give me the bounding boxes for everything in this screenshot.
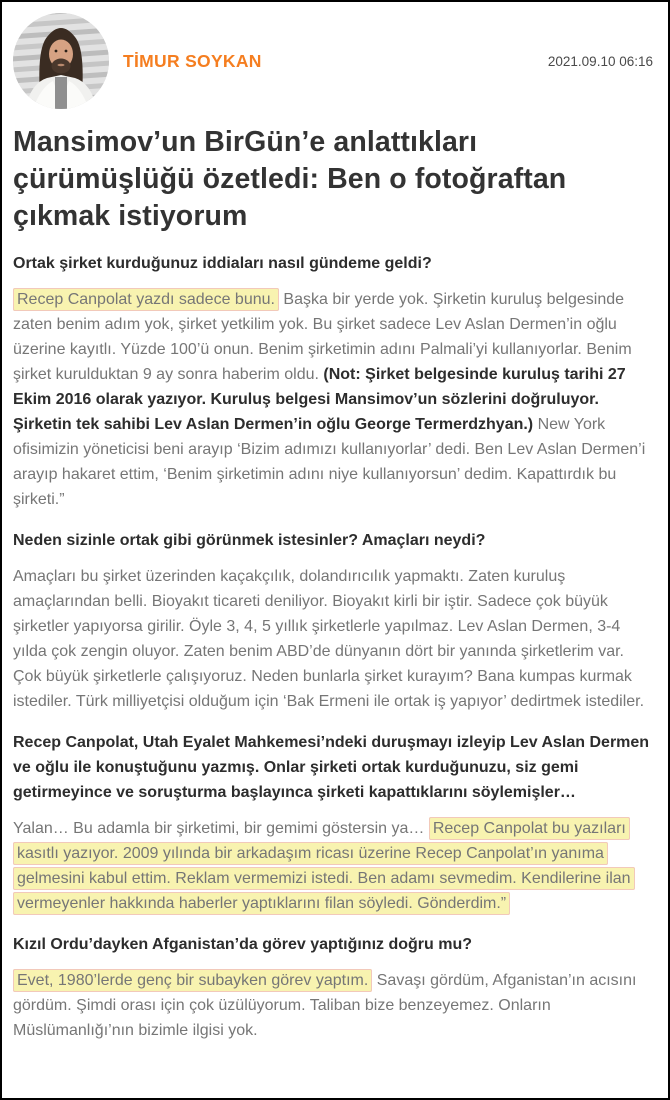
article-header xyxy=(13,12,655,110)
text-segment: Kızıl Ordu’dayken Afganistan’da görev yaptığınız doğru mu? xyxy=(13,936,473,954)
author-portrait-icon xyxy=(13,13,109,109)
question-paragraph xyxy=(13,528,655,553)
answer-paragraph xyxy=(13,564,655,714)
text-segment: Recep Canpolat, Utah Eyalet Mahkemesi’ndeki duruşmayı izleyip Lev Aslan Dermen ve oğlu ile konuştuğunu yazmış. Onlar şirketi ortak kurduğunuzu, siz gemi getirmeyince ve soruşturma başlayınca şirketi kapattıklarını söylemişler… xyxy=(13,734,650,802)
article-body xyxy=(13,251,655,1043)
highlighted-text: Recep Canpolat yazdı sadece bunu. xyxy=(13,288,279,311)
publish-date: 2021.09.10 06:16 xyxy=(547,53,653,69)
question-paragraph xyxy=(13,932,655,957)
text-segment: Savaşı gördüm, Afganistan’ın acısını gördüm. Şimdi orası için çok üzülüyorum. Taliban bize benzeyemez. Onların Müslümanlığı’nın bizimle ilgisi yok. xyxy=(13,972,637,1040)
text-segment: Başka bir yerde yok. Şirketin kuruluş belgesinde zaten benim adım yok, şirket yetkilim yok. Bu şirket sadece Lev Aslan Dermen’in oğlu üzerine kayıtlı. Yüzde 100’ü onun. Benim şirketimin adını Palmali’yi kullanıyorlar. Benim şirket kurulduktan 9 ay sonra haberim oldu. xyxy=(13,291,632,384)
article-title: Mansimov’un BirGün’e anlattıkları çürümüşlüğü özetledi: Ben o fotoğraftan çıkmak istiyorum xyxy=(13,126,567,233)
text-segment: New York ofisimizin yöneticisi beni arayıp ‘Bizim adımızı kullanıyorlar’ dedi. Ben Lev Aslan Dermen’i arayıp hakaret ettim, ‘Benim şirketimin adını niye kullanıyorsun’ dedim. Kapattırdık bu şirketi.” xyxy=(13,416,646,509)
text-segment: Yalan… Bu adamla bir şirketimi, bir gemimi göstersin ya… xyxy=(13,820,429,838)
author-name[interactable]: TİMUR SOYKAN xyxy=(123,50,262,71)
question-paragraph xyxy=(13,730,655,805)
text-segment: Neden sizinle ortak gibi görünmek istesinler? Amaçları neydi? xyxy=(13,532,486,550)
question-paragraph xyxy=(13,251,655,276)
text-segment: Ortak şirket kurduğunuz iddiaları nasıl gündeme geldi? xyxy=(13,255,432,273)
author-avatar[interactable] xyxy=(13,13,109,109)
highlighted-text: Evet, 1980’lerde genç bir subayken görev yaptım. xyxy=(13,969,372,992)
answer-paragraph xyxy=(13,816,655,916)
answer-paragraph xyxy=(13,287,655,512)
answer-paragraph xyxy=(13,968,655,1043)
highlighted-text: Recep Canpolat bu yazıları kasıtlı yazıyor. 2009 yılında bir arkadaşım ricası üzerine Recep Canpolat’ın yanıma gelmesini kabul ettim. Reklam vermemizi istedi. Ben adamı sevmedim. Kendilerine ilan vermeyenler hakkında haberler yaptıklarını filan söyledi. Gönderdim.” xyxy=(13,817,635,915)
text-segment: Amaçları bu şirket üzerinden kaçakçılık, dolandırıcılık yapmaktı. Zaten kuruluş amaçlarından belli. Bioyakıt ticareti deniliyor. Bioyakıt kirli bir iştir. Sadece çok büyük şirketler yapıyorsa girilir. Öyle 3, 4, 5 yıllık şirketlerle yapılmaz. Lev Aslan Dermen, 3-4 yılda çok zengin oluyor. Zaten benim ABD’de dünyanın dört bir yanında şirketlerim var. Çok büyük şirketlerle çalışıyoruz. Neden bunlarla şirket kurayım? Bana kumpas kurmak istediler. Türk milliyetçisi olduğum için ‘Bak Ermeni ile ortak iş yapıyor’ dedirtmek istediler. xyxy=(13,568,645,711)
bold-note-text: (Not: Şirket belgesinde kuruluş tarihi 27 Ekim 2016 olarak yazıyor. Kuruluş belgesi Mansimov’un sözlerini doğruluyor. Şirketin tek sahibi Lev Aslan Dermen’in oğlu George Termerdzhyan.) xyxy=(13,366,626,434)
